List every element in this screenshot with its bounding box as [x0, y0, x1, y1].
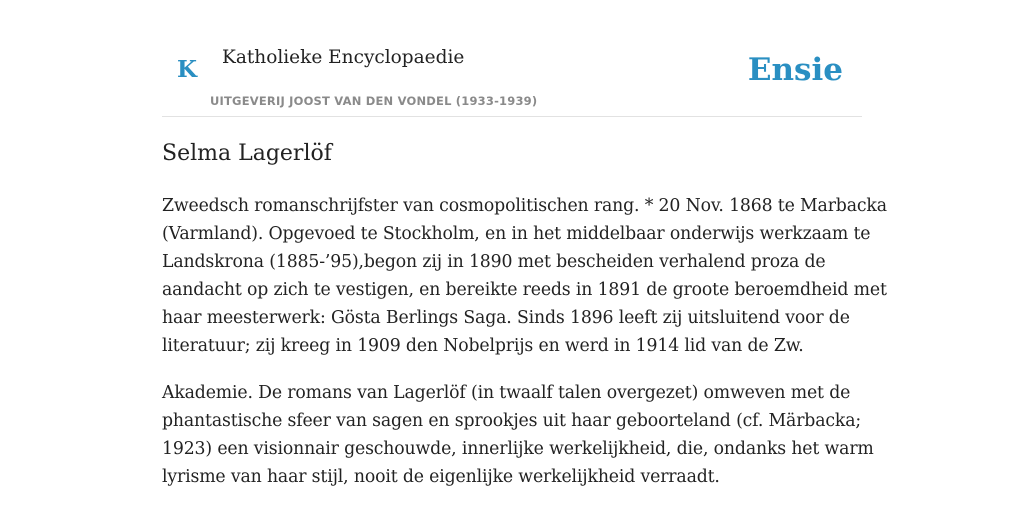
paragraph-line: Landskrona (1885-’95),begon zij in 1890 met bescheiden verhalend proza de [162, 252, 826, 272]
paragraph-line: phantastische sfeer van sagen en sprookjes uit haar geboorteland (cf. Märbacka; [162, 411, 862, 431]
paragraph-line: (Varmland). Opgevoed te Stockholm, en in het middelbaar onderwijs werkzaam te [162, 224, 871, 244]
publisher-subtitle: UITGEVERIJ JOOST VAN DEN VONDEL (1933-1939) [210, 94, 538, 108]
site-title-link[interactable]: Katholieke Encyclopaedie [222, 47, 465, 68]
page [162, 0, 887, 487]
article-paragraph-2 [162, 379, 874, 491]
site-logo[interactable]: K [177, 56, 197, 83]
site-header [162, 0, 862, 117]
article-title: Selma Lagerlöf [162, 141, 332, 166]
paragraph-line: haar meesterwerk: Gösta Berlings Saga. Sinds 1896 leeft zij uitsluitend voor de [162, 308, 850, 328]
paragraph-line: Akademie. De romans van Lagerlöf (in twaalf talen overgezet) omweven met de [162, 383, 851, 403]
paragraph-line: literatuur; zij kreeg in 1909 den Nobelprijs en werd in 1914 lid van de Zw. [162, 336, 804, 356]
paragraph-line: aandacht op zich te vestigen, en bereikte reeds in 1891 de groote beroemdheid met [162, 280, 887, 300]
article-paragraph-1 [162, 192, 887, 360]
paragraph-line: 1923) een visionnair geschouwde, innerlijke werkelijkheid, die, ondanks het warm [162, 439, 874, 459]
paragraph-line: Zweedsch romanschrijfster van cosmopolitischen rang. * 20 Nov. 1868 te Marbacka [162, 196, 887, 216]
paragraph-line: lyrisme van haar stijl, nooit de eigenlijke werkelijkheid verraadt. [162, 467, 720, 487]
brand-logo-link[interactable]: Ensie [747, 52, 843, 88]
